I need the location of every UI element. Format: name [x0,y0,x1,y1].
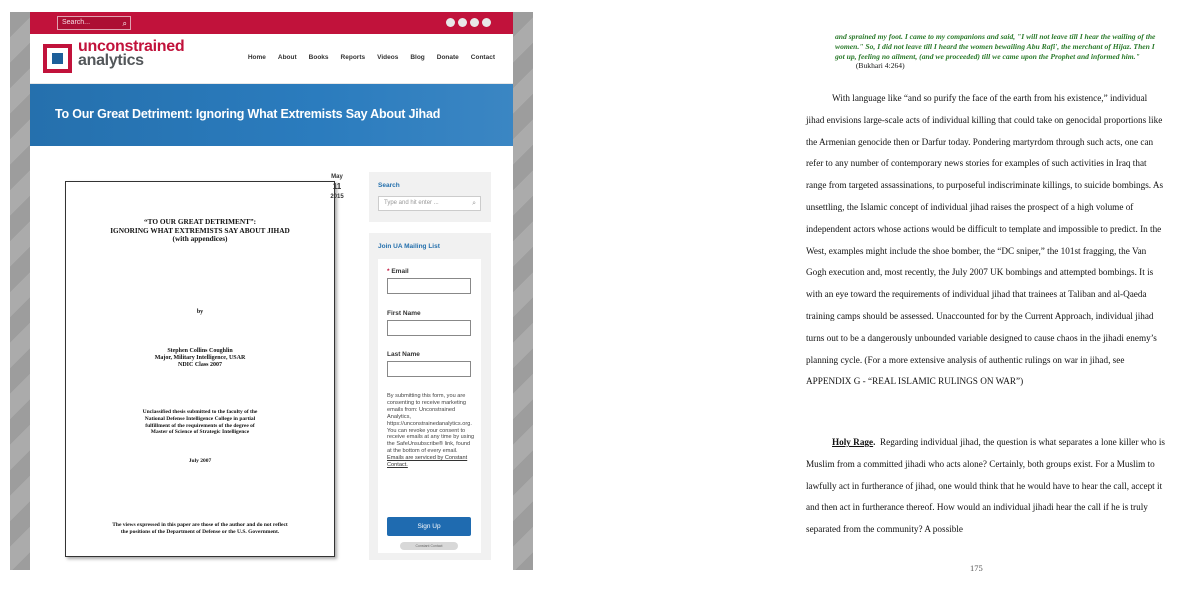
paragraph-holy-rage: Holy Rage. Regarding individual jihad, the question is what separates a lone killer who is Muslim from a committed jihadi who acts alone? Certainly, both groups exist. For a Muslim to lawfully act in furtherance of jihad, one would think that he would have to hear the call, accept it and then act in furtherance thereof. How would an individual jihadi hear the call if he is truly separated from the community? A possible [806,437,1165,535]
constant-contact-badge[interactable]: Constant Contact [400,542,458,550]
facebook-icon[interactable] [446,18,455,27]
document-cover-image[interactable] [65,181,335,557]
consent-text [387,393,475,469]
header-search-placeholder: Search... [62,19,91,26]
consent-body: By submitting this form, you are consenting to receive marketing emails from: Unconstrained Analytics, https://unconstrainedanalytics.org. You can revoke your consent to receive emails at any time by using the SafeUnsubscribe® link, found at the bottom of every email. [387,393,475,455]
cover-thesis-line-4: Master of Science of Strategic Intelligence [150,429,250,436]
cover-footer-line-1: The views expressed in this paper are those of the author and do not reflect [112,522,288,528]
menu-item-about[interactable]: About [277,54,297,61]
header-search-input[interactable] [57,16,131,30]
sidebar-search-heading: Search [378,182,400,189]
sidebar-search-placeholder: Type and hit enter ... [384,200,439,206]
post-date-day: 11 [332,182,342,191]
paragraph-2-text: Regarding individual jihad, the question is what separates a lone killer who is Muslim from a committed jihadi who acts alone? Certainly, both groups exist. For a Muslim to lawfully act in furtherance of jihad, one would think that he would have to hear the call, accept it and then act in furtherance thereof. How would an individual jihadi hear the call if he is truly separated from the community? A possible [806,437,1165,535]
cover-title-line-3: (with appendices) [172,234,228,243]
sidebar-search-input[interactable] [378,196,481,211]
page-title: To Our Great Detriment: Ignoring What Extremists Say About Jihad [55,107,441,121]
menu-item-donate[interactable]: Donate [436,54,459,61]
social-links [446,18,491,27]
quote-citation: (Bukhari 4:264) [855,61,905,71]
sign-up-button[interactable]: Sign Up [387,517,471,536]
email-label: * Email [387,268,409,275]
website-screenshot [10,12,533,570]
cover-by: by [196,309,204,315]
mailing-list-form [378,259,481,553]
menu-item-videos[interactable]: Videos [377,54,399,61]
cover-thesis-line-3: fulfillment of the requirements of the degree of [145,422,255,429]
cover-date: July 2007 [188,458,212,464]
main-content [30,146,513,570]
last-name-label: Last Name [387,351,420,358]
menu-item-home[interactable]: Home [247,54,266,61]
paragraph-individual-jihad [806,88,1166,393]
post-date [323,172,351,202]
main-menu [248,54,495,61]
cover-thesis-line-1: Unclassified thesis submitted to the faculty of the [142,409,258,415]
cover-author [66,348,334,369]
paragraph-1-text: With language like “and so purify the face of the earth from his existence,” individual jihad envisions large-scale acts of individual killing that could take on genocidal proportions like the Armenian genocide then or Darfur today. Pondering martyrdom through such acts, one can refer to any number of contemporary news stories for examples of such activities in Iraq that range from targeted assassinations, to purposeful indiscriminate killings, to suicide bombings. As unsettling, the Islamic concept of individual jihad raises the prospect of a high volume of independent actors whose actions would be difficult to template and impossible to predict. In the West, examples might include the shoe bomber, the “DC sniper,” the 101st fragging, the Van Gogh execution and, most recently, the July 2007 UK bombings and attempted bombings. It is with an eye toward the requirements of individual jihad that trainees at Taliban and al-Qaeda training camps should be assessed. Unaccounted for by the Current Approach, individual jihad turns out to be a dangerously unbounded variable designed to cause chaos in the jihadi enemy’s planning cycle. (For a more extensive analysis of authentic rulings on war in jihad, see APPENDIX G - “REAL ISLAMIC RULINGS ON WAR”) [806,93,1164,387]
email-field[interactable] [387,278,471,294]
search-icon[interactable]: ⌕ [122,19,127,28]
twitter-icon[interactable] [458,18,467,27]
logo-icon[interactable] [43,44,72,73]
cover-title [66,218,334,244]
quote-text: and sprained my foot. I came to my companions and said, "I will not leave till I hear the wailing of the women." So, I did not leave till I heard the women bewailing Abu Rafi', the merchant of Hijaz. Then I got up, feeling no ailment, (and we proceeded) till we came upon the Prophet and informed him." [835,32,1156,61]
cover-author-rank: Major, Military Intelligence, USAR [154,355,246,361]
menu-item-contact[interactable]: Contact [470,54,495,61]
menu-item-books[interactable]: Books [308,54,329,61]
rss-icon[interactable] [482,18,491,27]
cover-title-line-1: “TO OUR GREAT DETRIMENT”: [143,217,257,226]
first-name-field[interactable] [387,320,471,336]
page-background-left [10,12,30,570]
cover-title-line-2: IGNORING WHAT EXTREMISTS SAY ABOUT JIHAD [110,225,290,235]
first-name-label: First Name [387,310,421,317]
cover-author-class: NDIC Class 2007 [177,362,222,368]
menu-item-reports[interactable]: Reports [340,54,366,61]
menu-item-blog[interactable]: Blog [410,54,425,61]
cover-thesis [66,409,334,436]
sidebar-search-widget [369,172,491,222]
page-background-right [513,12,533,570]
cover-footer-line-2: the positions of the Department of Defense or the U.S. Government. [120,528,280,535]
cover-disclaimer [66,522,334,536]
main-navbar [30,34,513,84]
page-number: 175 [970,563,983,573]
holy-rage-heading: Holy Rage [832,437,874,447]
logo-line-1: unconstrained [78,38,185,55]
title-banner [30,84,513,146]
post-date-month: May [331,174,343,180]
mailing-list-heading: Join UA Mailing List [378,243,440,250]
cover-thesis-line-2: National Defense Intelligence College in partial [144,415,256,422]
constant-contact-link[interactable]: Emails are serviced by Constant Contact. [387,455,468,469]
search-icon[interactable]: ⌕ [472,200,476,207]
logo-line-2: analytics [78,52,144,69]
website-frame [30,12,513,570]
top-bar [30,12,513,34]
youtube-icon[interactable] [470,18,479,27]
hadith-quote [835,32,1157,71]
last-name-field[interactable] [387,361,471,377]
cover-author-name: Stephen Collins Coughlin [167,348,233,354]
document-page [533,0,1200,613]
post-date-year: 2015 [330,194,344,200]
mailing-list-widget [369,233,491,560]
site-logo[interactable] [78,40,184,68]
